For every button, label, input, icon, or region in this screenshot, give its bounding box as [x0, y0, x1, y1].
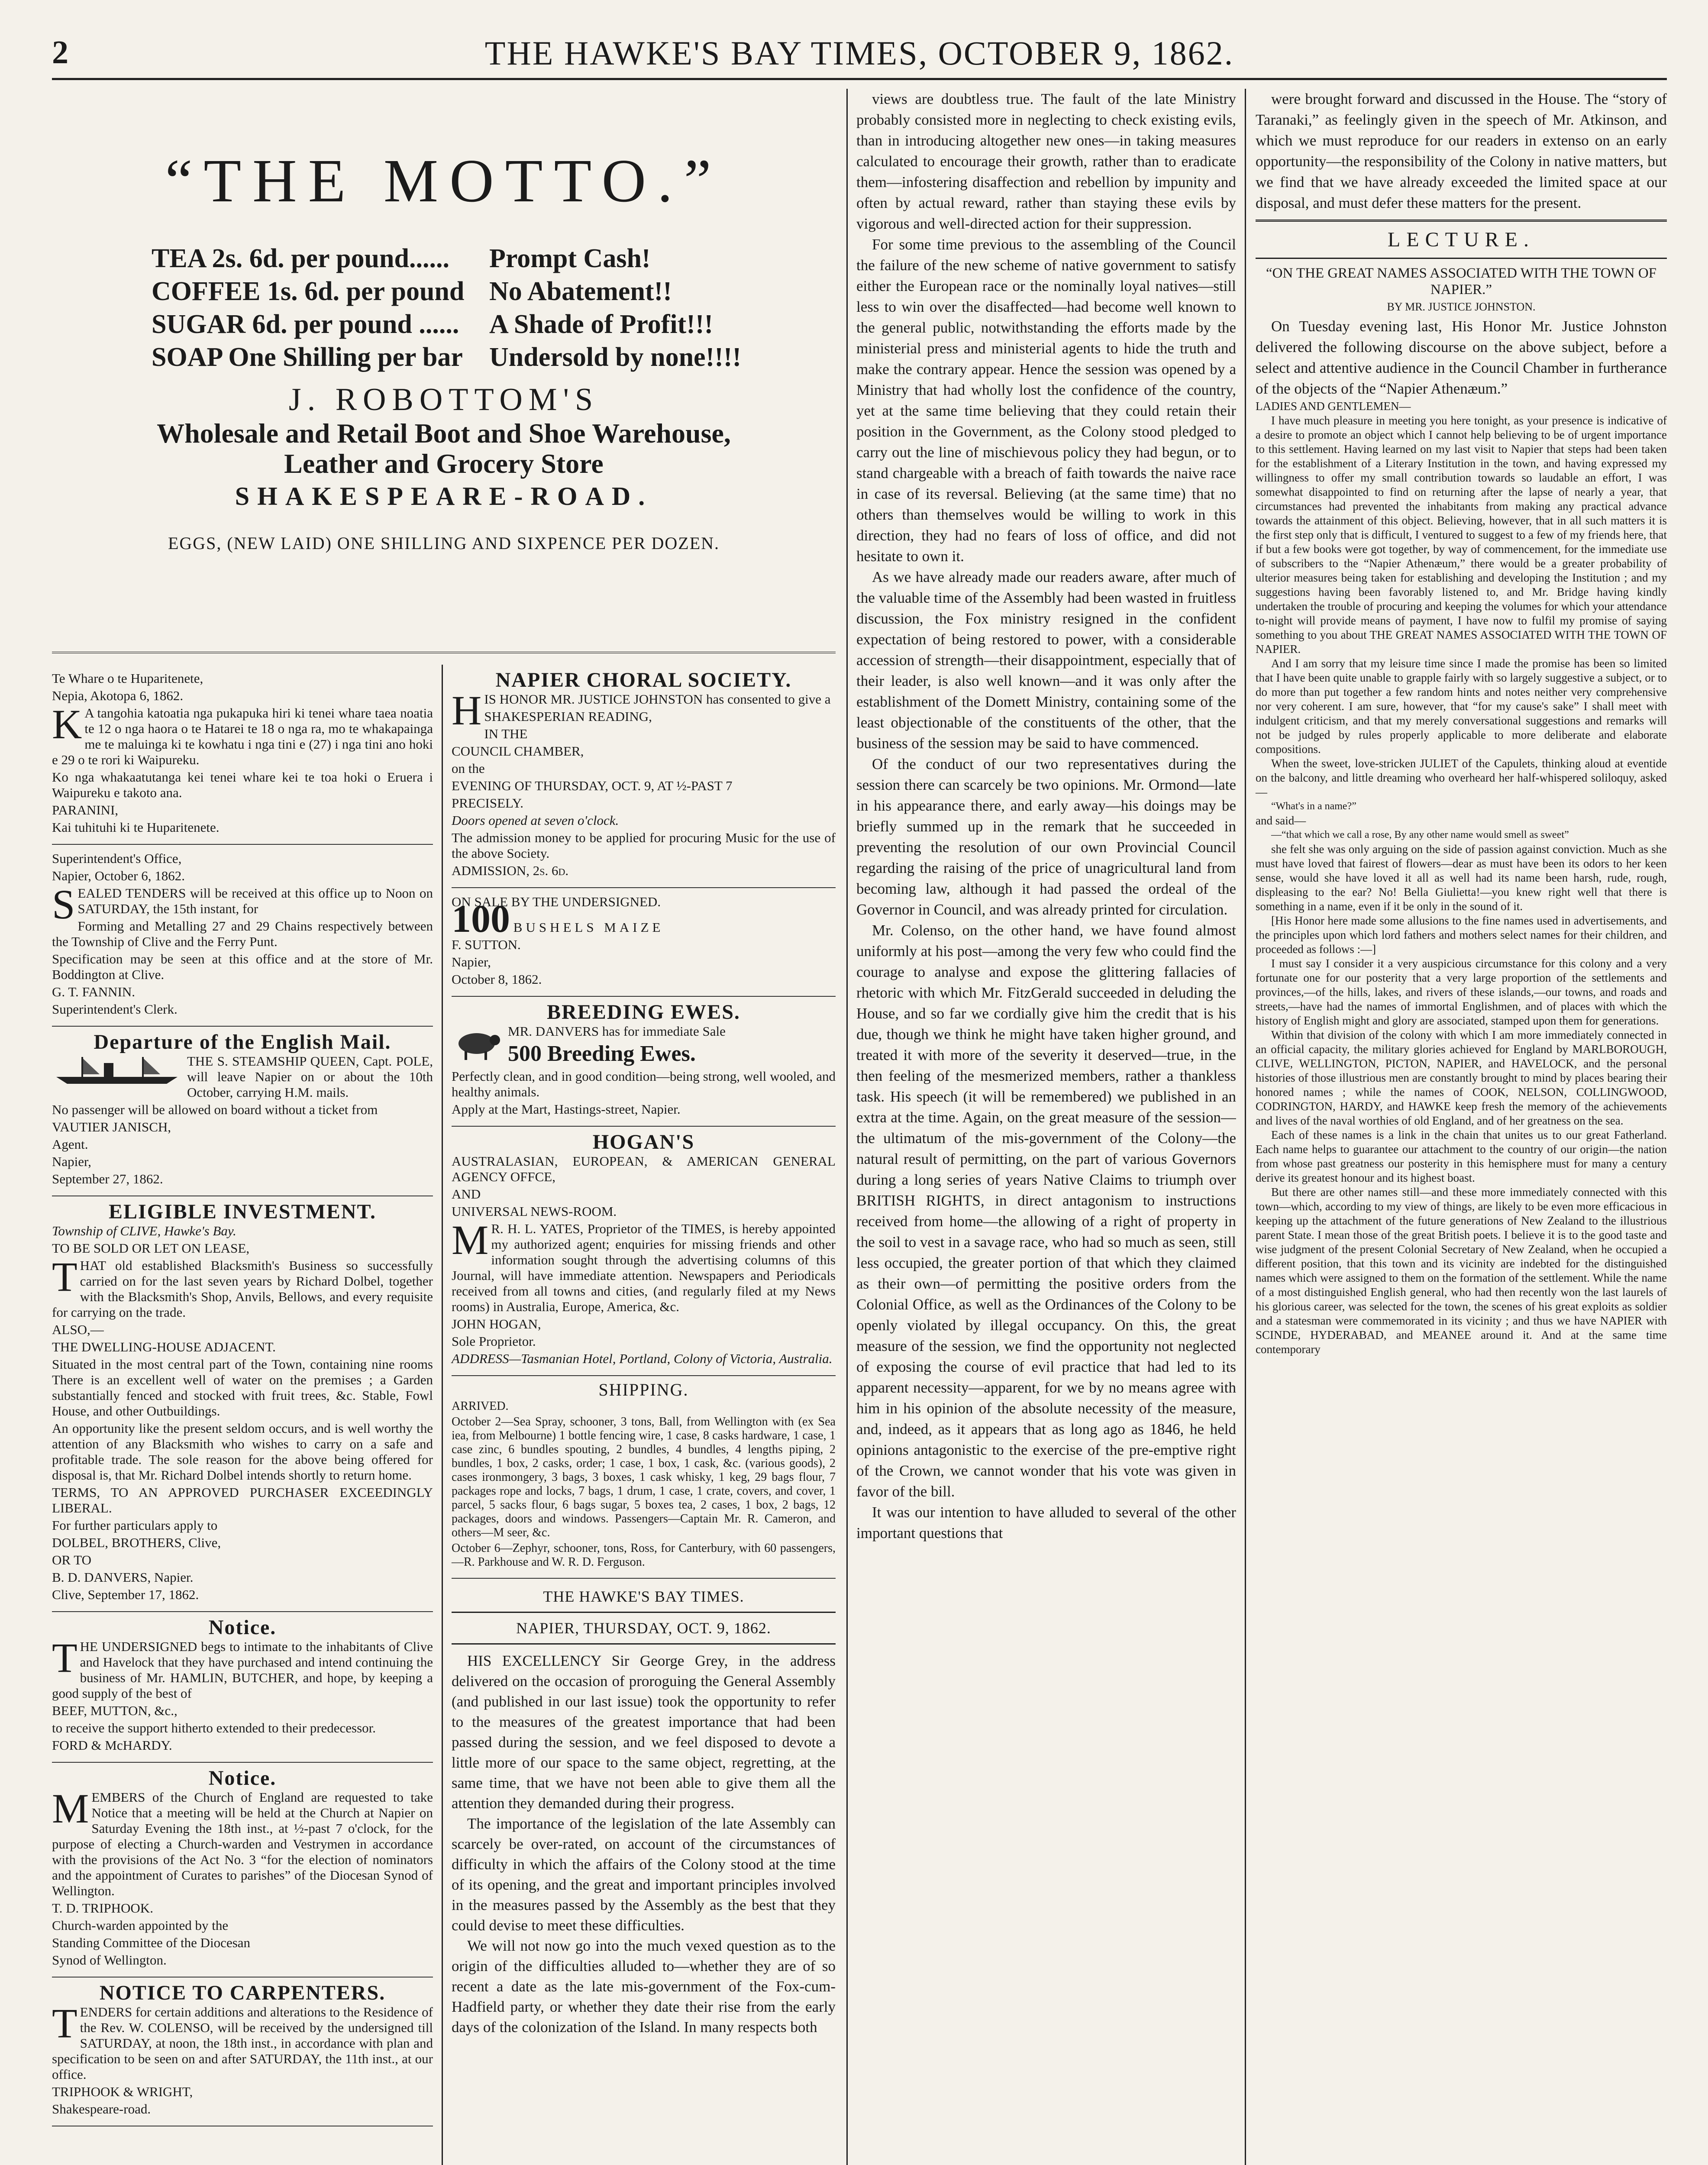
business-street: SHAKESPEARE-ROAD.	[235, 482, 653, 511]
steamship-icon	[52, 1055, 182, 1086]
left-section	[52, 89, 836, 2165]
page-number: 2	[52, 34, 68, 71]
motto-row: SUGAR 6d. per pound ...... A Shade of Profit!!!	[152, 310, 714, 339]
lecture-author: BY MR. JUSTICE JOHNSTON.	[1387, 301, 1536, 313]
mail-notice: Departure of the English Mail. THE S. STEAMSHIP QUEEN, Capt. POLE, will leave Napier on or about the 10th October, carrying H.M. mails. No passenger will be allowed on board without a ticket from VAUTIER JANISCH, Agent. Napier, September 27, 1862.	[52, 1027, 433, 1196]
mail-heading: Departure of the English Mail.	[94, 1031, 391, 1053]
motto-advertisement	[52, 89, 836, 653]
tender-notice: Superintendent's Office, Napier, October 6, 1862. SEALED TENDERS will be received at this office up to Noon on SATURDAY, the 15th instant, for Forming and Metalling 27 and 29 Chains respectively between the Township of Clive and the Ferry Punt. Specification may be seen at this office and at the store of Mr. Boddington at Clive. G. T. FANNIN. Superintendent's Clerk.	[52, 845, 433, 1027]
ads-column-1	[52, 665, 433, 2165]
editorial-paper-title: THE HAWKE'S BAY TIMES.	[543, 1588, 744, 1605]
butcher-notice: Notice. THE UNDERSIGNED begs to intimate to the inhabitants of Clive and Havelock that they have purchased and intend continuing the business of Mr. HAMLIN, BUTCHER, and hope, by keeping a good supply of the best of BEEF, MUTTON, &c., to receive the support hitherto extended to their predecessor. FORD & McHARDY.	[52, 1612, 433, 1763]
motto-row: SOAP One Shilling per bar Undersold by none!!!!	[152, 343, 742, 372]
sheep-icon	[452, 1027, 504, 1062]
shipping-news: SHIPPING. ARRIVED. October 2—Sea Spray, schooner, 3 tons, Ball, from Wellington with (ex Sea iea, from Melbourne) 1 bottle fencing wire, 1 case, 8 casks hardware, 1 case, 1 case zinc, 6 bundles spouting, 2 bundles, 4 bundles, 4 lengths piping, 2 bundles, 1 box, 2 casks, order; 1 case, 1 box, 1 cask, &c. (various goods), 2 cases ironmongery, 3 bags, 3 boxes, 1 cask whisky, 1 keg, 29 bags flour, 7 packages rope and locks, 7 bags, 1 drum, 1 case, 1 crate, covers, and cover, 1 parcel, 5 sacks flour, 6 bags sugar, 5 boxes tea, 2 cases, 1 box, 2 bags, 12 packages, doors and windows. Passengers—Captain Mr. R. Cameron, and others—M seer, &c. October 6—Zephyr, schooner, tons, Ross, for Canterbury, with 60 passengers,—R. Parkhouse and W. R. D. Ferguson.	[452, 1376, 836, 1579]
choral-society-ad: NAPIER CHORAL SOCIETY. HIS HONOR MR. JUSTICE JOHNSTON has consented to give a SHAKESPERIAN READING, IN THE COUNCIL CHAMBER, on the EVENING OF THURSDAY, OCT. 9, AT ½-PAST 7 PRECISELY. Doors opened at seven o'clock. The admission money to be applied for procuring Music for the use of the above Society. ADMISSION, 2s. 6d.	[452, 665, 836, 888]
hogan-agency-ad: HOGAN'S AUSTRALASIAN, EUROPEAN, & AMERICAN GENERAL AGENCY OFFCE, AND UNIVERSAL NEWS-ROOM. MR. H. L. YATES, Proprietor of the TIMES, is hereby appointed my authorized agent; enquiries for missing friends and other information sought through the advertising columns of this Journal, will have immediate attention. Newspapers and Periodicals received from all towns and cities, (and regularly filed at my News rooms) in Australia, Europe, America, &c. JOHN HOGAN, Sole Proprietor. ADDRESS—Tasmanian Hotel, Portland, Colony of Victoria, Australia.	[452, 1127, 836, 1376]
carpenters-notice: NOTICE TO CARPENTERS. TENDERS for certain additions and alterations to the Residence of the Rev. W. COLENSO, will be received by the undersigned till SATURDAY, at noon, the 18th inst., in accordance with plan and specification to be seen on and after SATURDAY, the 11th inst., at our office. TRIPHOOK & WRIGHT, Shakespeare-road.	[52, 1978, 433, 2126]
ewes-ad: BREEDING EWES. MR. DANVERS has for immediate Sale 500 Breeding Ewes. Perfectly clean, and in good condition—being strong, well wooled, and healthy animals. Apply at the Mart, Hastings-street, Napier.	[452, 997, 836, 1127]
maize-ad: ON SALE BY THE UNDERSIGNED. 100 BUSHELS MAIZE F. SUTTON. Napier, October 8, 1862.	[452, 888, 836, 997]
eggs-line: EGGS, (NEW LAID) ONE SHILLING AND SIXPENCE PER DOZEN.	[168, 533, 720, 553]
newspaper-title: THE HAWKE'S BAY TIMES, OCTOBER 9, 1862.	[484, 34, 1234, 72]
maize-quantity: 100	[452, 898, 510, 940]
masthead	[52, 30, 1667, 80]
lecture-column: were brought forward and discussed in the House. The “story of Taranaki,” as feelingly given in the speech of Mr. Atkinson, and which we must reproduce for our readers in extenso on an early opportunity—the responsibility of the Colony in native matters, but we find that we have already exceeded the limited space at our disposal, and must defer these matters for the present. LECTURE. “ON THE GREAT NAMES ASSOCIATED WITH THE TOWN OF NAPIER.” BY MR. JUSTICE JOHNSTON. On Tuesday evening last, His Honor Mr. Justice Johnston delivered the following discourse on the above subject, before a select and attentive audience in the Council Chamber in furtherance of the objects of the “Napier Athenæum.” LADIES AND GENTLEMEN— I have much pleasure in meeting you here tonight, as your presence is indicative of a desire to promote an object which I cannot help believing to be of urgent importance to this settlement. Having learned on my last visit to Napier that steps had been taken for the establishment of a Literary Institution in the town, and having expressed my willingness to offer my small contribution towards so laudable an effort, I was somewhat disappointed to find on returning after the lapse of nearly a year, that circumstances had prevented the inhabitants from making any practical advance towards the attainment of this object. Believing, however, that in all such matters it is the first step only that is difficult, I ventured to suggest to a few of my friends here, that if but a few books were got together, by way of commencement, for the immediate use of subscribers to the “Napier Athenæum,” there would be a greater probability of ulterior measures being taken for establishing and developing the Institution ; and my suggestions having been favorably listened to, and Mr. Bridge having kindly undertaken the trouble of procuring and keeping the volumes for which your attendance to-night will provide means of payment, I have now to fulfil my promise of saying something to you about THE GREAT NAMES ASSOCIATED WITH THE TOWN OF NAPIER. And I am sorry that my leisure time since I made the promise has been so limited that I have been quite unable to grapple fairly with so largely suggestive a subject, or to do more than put together a few random hints and notes neither very comprehensive nor very coherent. I am sure, however, that “for my cause's sake” I shall meet with indulgent criticism, and that my merely conversational suggestions and remarks will not be judged by rules properly applicable to more deliberate and elaborate compositions. When the sweet, love-stricken JULIET of the Capulets, thinking aloud at eventide on the balcony, and little dreaming who overheard her half-whispered soliloquy, asked— “What's in a name?” and said— —“that which we call a rose, By any other name would smell as sweet” she felt she was only arguing on the side of passion against conviction. Much as she must have loved that fairest of flowers—dear as must have been its odors to her keen sense, would she have loved it all as well had its name been harsh, rude, rough, displeasing to the ear? No! Bella Giulietta!—you knew right well that there is something in a name, even if it be only in the sound of it. [His Honor here made some allusions to the fine names used in advertisements, and the principles upon which lord fathers and mothers select names for their children, and proceeded as follows :—] I must say I consider it a very auspicious circumstance for this colony and a very fortunate one for our posterity that a very large proportion of the settlements and provinces,—of the hills, lakes, and rivers of these islands,—our towns, and roads and streets,—have had the names of immortal Englishmen, and of places with which the history of English might and glory are associated, stamped upon them for generations. Within that division of the colony with which I am more immediately connected in an official capacity, the military glories achieved for England by MARLBOROUGH, CLIVE, WELLINGTON, PICTON, NAPIER, and HAVELOCK, and the personal histories of those illustrious men are constantly brought to mind by places bearing their honored names ; while the names of COOK, NELSON, COLLINGWOOD, CODRINGTON, HARDY, and HAWKE keep fresh the memory of the achievements and lives of the naval worthies of old England, and of her greatness on the sea. Each of these names is a link in the chain that unites us to our great Fatherland. Each name helps to guarantee our attachment to the country of our origin—the nation from whose past greatness our posterity in this hemisphere must for many a century derive its greatest honour and its highest boast. But there are other names still—and these more immediately connected with this town—which, according to my view of things, are likely to be even more efficacious in keeping up the attachment of the future generations of New Zealand to the illustrious parent State. I mean those of the great British poets. I believe it is to the good taste and wise judgment of the present Colonial Secretary of New Zealand, when he occupied a different position, that this town and its vicinity are indebted for the distinguished names which were assigned to them on the formation of the settlement. While the name of a most distinguished English general, who had then recently won the last laurels of his glorious career, was selected for the town, the scenes of his great exploits as soldier and a statesman were commemorated in its vicinity ; and thus we have NAPIER with SCINDE, HYDERABAD, and MEANEE around it. And at the same time contemporary	[1245, 89, 1667, 2165]
investment-ad: ELIGIBLE INVESTMENT. Township of CLIVE, Hawke's Bay. TO BE SOLD OR LET ON LEASE, THAT old established Blacksmith's Business so successfully carried on for the last seven years by Richard Dolbel, together with the Blacksmith's Shop, Anvils, Bellows, and every requisite for carrying on the trade. ALSO,— THE DWELLING-HOUSE ADJACENT. Situated in the most central part of the Town, containing nine rooms There is an excellent well of water on the premises ; a Garden substantially fenced and stocked with fruit trees, &c. Stable, Fowl House, and other Outbuildings. An opportunity like the present seldom occurs, and is well worthy the attention of any Blacksmith who wishes to carry on a safe and profitable trade. The sole reason for the above being offered for disposal is, that Mr. Richard Dolbel intends shortly to return home. TERMS, TO AN APPROVED PURCHASER EXCEEDINGLY LIBERAL. For further particulars apply to DOLBEL, BROTHERS, Clive, OR TO B. D. DANVERS, Napier. Clive, September 17, 1862.	[52, 1196, 433, 1612]
merchant-name: J. ROBOTTOM'S	[288, 382, 599, 417]
motto-row: TEA 2s. 6d. per pound...... Prompt Cash!	[152, 244, 651, 273]
maori-notice: Te Whare o te Huparitenete, Nepia, Akotopa 6, 1862. KA tangohia katoatia nga pukapuka hiri ki tenei whare taea noatia te 12 o nga haora o te Hatarei te 18 o nga ra, mo te whakapainga me te maluinga ki te kowhatu i nga tini e (27) i nga tini ano hoki e 29 o te rori ki Waipureku. Ko nga whakaatutanga kei tenei whare kei te toa hoki o Eruera i Waipureku e takoto ana. PARANINI, Kai tuhituhi ki te Huparitenete.	[52, 665, 433, 845]
lecture-heading: LECTURE.	[1388, 228, 1535, 251]
motto-row: COFFEE 1s. 6d. per pound No Abatement!!	[152, 277, 672, 306]
ads-column-2	[442, 665, 836, 2165]
business-line: Wholesale and Retail Boot and Shoe Warehouse,	[157, 418, 731, 449]
business-line: Leather and Grocery Store	[284, 448, 604, 479]
editorial-column-continued: views are doubtless true. The fault of the late Ministry probably consisted more in neglecting to check existing evils, than in introducing altogether new ones—in taking measures calculated to encourage their growth, rather than to eradicate them—infostering disaffection and rebellion by impunity and often by actual reward, rather than staying these evils by vigorous and well-directed action for their suppression. For some time previous to the assembling of the Council the failure of the new scheme of native government to satisfy either the European race or the nominally loyal natives—still less to win over the disaffected—had become well known to the general public, notwithstanding the efforts made by the ministerial press and ministerial agents to hide the truth and make the contrary appear. Hence the session was opened by a Ministry that had wholly lost the confidence of the country, yet at the same time believing that they could retain their position in the Government, as the Colony stood pledged to carry out the line of mischievous policy they had begun, or to stand chargeable with a breach of faith towards the naive race in case of its reversal. Believing (at the same time) that no others than themselves would be willing to work in this direction, they had no fears of loss of office, and did not hesitate to own it. As we have already made our readers aware, after much of the valuable time of the Assembly had been wasted in fruitless discussion, the Fox ministry resigned in the confident expectation of being restored to power, with a considerable accession of strength—their disappointment, especially that of their leader, is also well known—and it was only after the establishment of the Domett Ministry, containing some of the least objectionable of the constituents of the other, that the business of the session may be said to have commenced. Of the conduct of our two representatives during the session there can scarcely be two opinions. Mr. Ormond—late in his appearance there, and early away—his doings may be briefly summed up in the remark that he succeeded in preventing the resolution of our own Provincial Council regarding the raising of the price of unagricultural land from becoming law, although it had passed the ordeal of the Governor in Council, and was already printed for circulation. Mr. Colenso, on the other hand, we have found almost uniformly at his post—among the very few who could find the courage to analyse and expose the glittering fallacies of rhetoric with which Mr. FitzGerald succeeded in deluding the House, and so far we cordially give him the credit that is his due, though we think he might have taken higher ground, and treated it with more of the severity it deserved—true, in the then feeling of the mesmerized members, rather a thankless task. His speech (it will be remembered) we published in an extra at the time. Again, on the great measure of the session—the ultimatum of the mis-government of the Colony—the natural result of permitting, on the part of various Governors during a long series of years Native Claims to triumph over BRITISH RIGHTS, in direct antagonism to instructions received from home—the allowing of a right of property in the soil to vest in a savage race, who had so much as seen, still less occupied, the greater portion of that which they claimed as their own—of permitting the positive orders from the Colonial Office, as well as the Ordinances of the Colony to be openly violated by illegal occupancy. On this, the great measure of the session, we find the opportunity not neglected of exposing the course of evil practice that had led to its apparent necessity—apparent, for we by no means agree with him in his opinion of the absolute necessity of the measure, and, indeed, as it appears that as long ago as 1846, he held opinions antagonistic to the exercise of the pre-emptive right of the Crown, we cannot wonder that his vote was given in favor of the bill. It was our intention to have alluded to several of the other important questions that	[846, 89, 1236, 2165]
lecture-title: “ON THE GREAT NAMES ASSOCIATED WITH THE TOWN OF NAPIER.”	[1266, 265, 1657, 297]
church-notice: Notice. MEMBERS of the Church of England are requested to take Notice that a meeting will be held at the Church at Napier on Saturday Evening the 18th inst., at ½-past 7 o'clock, for the purpose of electing a Church-warden and Vestrymen in accordance with the provisions of the Act No. 3 “for the election of nominators and the appointment of Curates to parishes” of the Diocesan Synod of Wellington. T. D. TRIPHOOK. Church-warden appointed by the Standing Committee of the Diocesan Synod of Wellington.	[52, 1763, 433, 1978]
editorial: THE HAWKE'S BAY TIMES. NAPIER, THURSDAY, OCT. 9, 1862. HIS EXCELLENCY Sir George Grey, in the address delivered on the occasion of proroguing the General Assembly (and published in our last issue) took the opportunity to refer to the measures of the greatest importance that had been passed during the session, and we feel disposed to devote a little more of our space to the same object, regretting, at the same time, that we have not been able to give them all the attention they demanded during their progress. The importance of the legislation of the late Assembly can scarcely be over-rated, on account of the circumstances of difficulty in which the affairs of the Colony stood at the time of its opening, and the great and important principles involved in the measures passed by the Assembly as the best that they could devise to meet these difficulties. We will not now go into the much vexed question as to the origin of the difficulties alluded to—whether they are of so recent a date as the late mis-government of the Fox-cum-Hadfield party, or whether they date their rise from the early days of the colonization of the Island. In many respects both	[452, 1588, 836, 2036]
motto-heading: “THE MOTTO.”	[165, 146, 723, 215]
editorial-dateline: NAPIER, THURSDAY, OCT. 9, 1862.	[516, 1619, 771, 1637]
